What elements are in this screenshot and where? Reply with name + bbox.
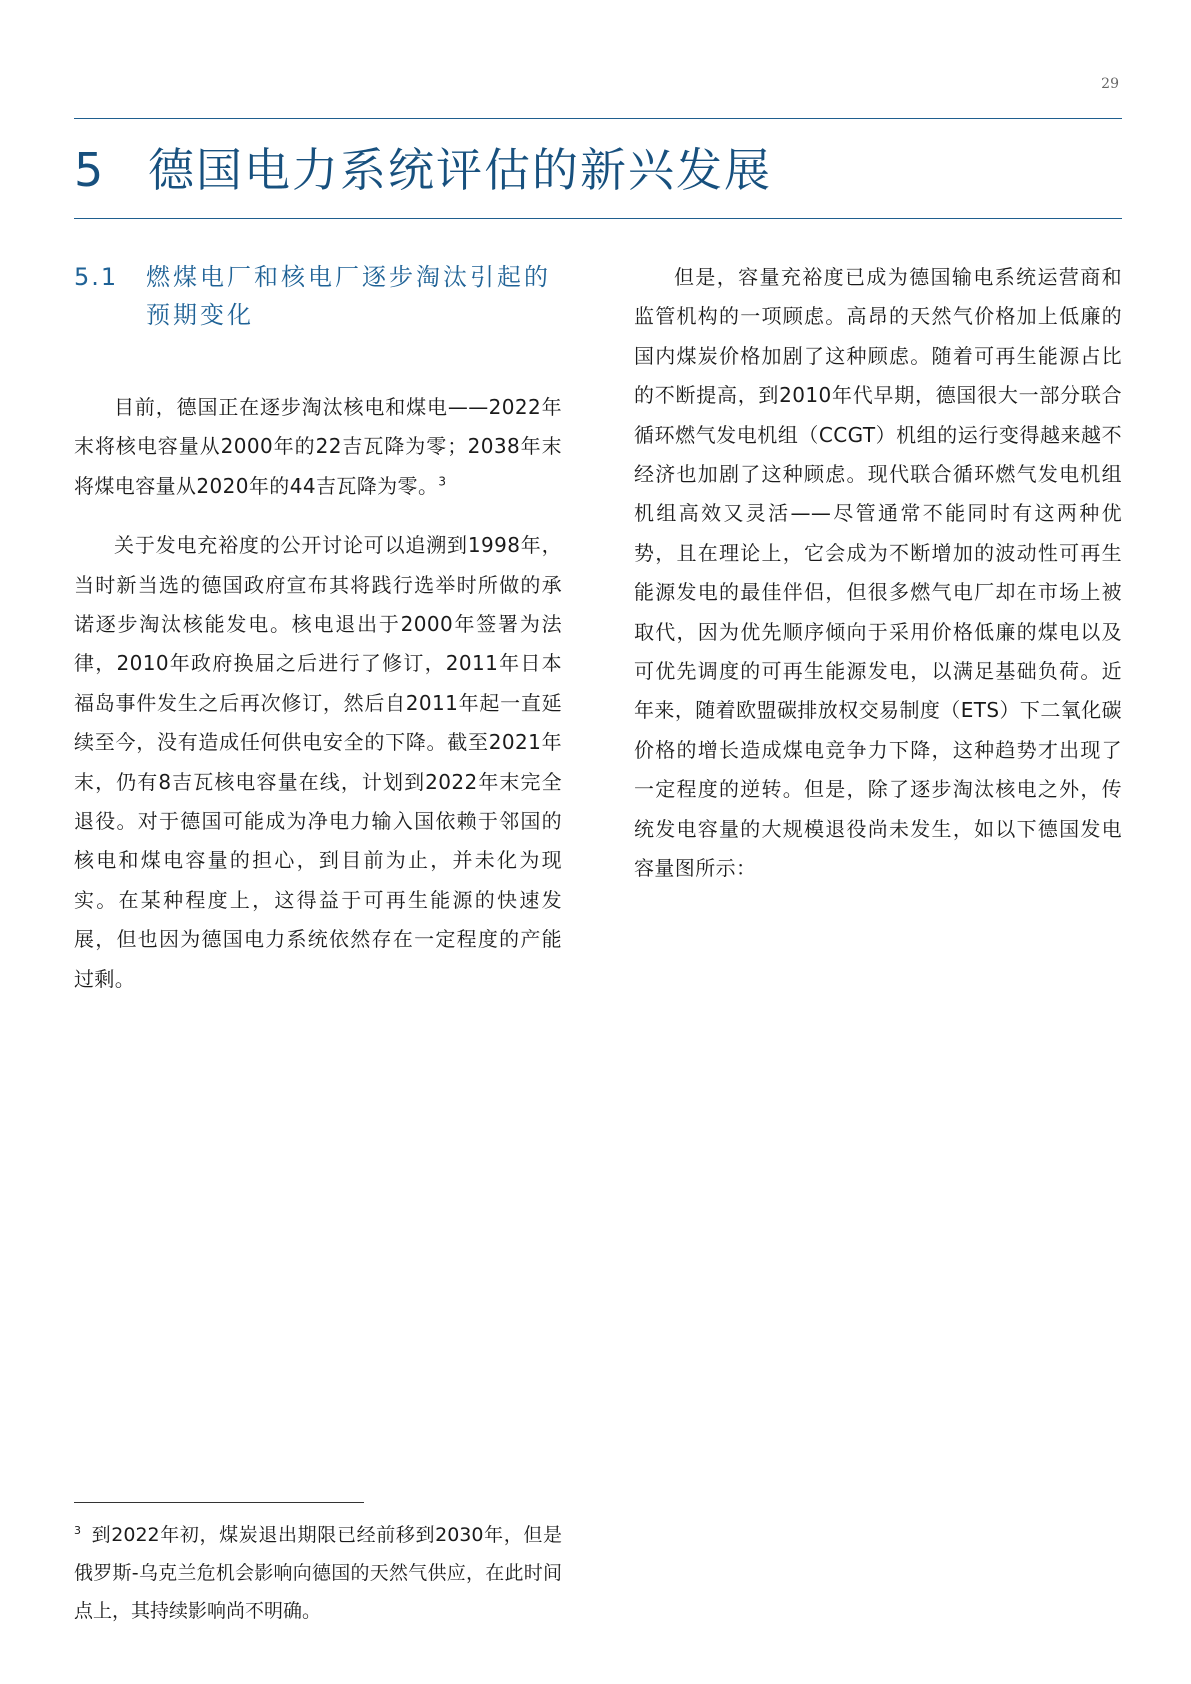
page-number: 29 bbox=[1101, 76, 1119, 92]
section-heading bbox=[74, 258, 562, 334]
section-title: 燃煤电厂和核电厂逐步淘汰引起的预期变化 bbox=[146, 263, 551, 329]
section-number: 5.1 bbox=[74, 263, 119, 291]
footnote-separator bbox=[74, 1502, 364, 1503]
chapter-title-text: 德国电力系统评估的新兴发展 bbox=[148, 143, 772, 197]
footnote-mark: 3 bbox=[74, 1523, 81, 1537]
header-rule bbox=[74, 118, 1122, 119]
footnote-reference[interactable]: 3 bbox=[438, 474, 447, 489]
left-column bbox=[74, 258, 562, 1019]
paragraph-text: 目前，德国正在逐步淘汰核电和煤电——2022年末将核电容量从2000年的22吉瓦降为零；2038年末将煤电容量从2020年的44吉瓦降为零。 bbox=[74, 395, 562, 498]
chapter-title bbox=[74, 138, 772, 202]
paragraph: 但是，容量充裕度已成为德国输电系统运营商和监管机构的一项顾虑。高昂的天然气价格加上低廉的国内煤炭价格加剧了这种顾虑。随着可再生能源占比的不断提高，到2010年代早期，德国很大一部分联合循环燃气发电机组（CCGT）机组的运行变得越来越不经济也加剧了这种顾虑。现代联合循环燃气发电机组机组高效又灵活——尽管通常不能同时有这两种优势，且在理论上，它会成为不断增加的波动性可再生能源发电的最佳伴侣，但很多燃气电厂却在市场上被取代，因为优先顺序倾向于采用价格低廉的煤电以及可优先调度的可再生能源发电，以满足基础负荷。近年来，随着欧盟碳排放权交易制度（ETS）下二氧化碳价格的增长造成煤电竞争力下降，这种趋势才出现了一定程度的逆转。但是，除了逐步淘汰核电之外，传统发电容量的大规模退役尚未发生，如以下德国发电容量图所示： bbox=[634, 265, 1122, 881]
paragraph bbox=[74, 388, 562, 506]
footnote bbox=[74, 1516, 562, 1630]
paragraph: 关于发电充裕度的公开讨论可以追溯到1998年，当时新当选的德国政府宣布其将践行选举时所做的承诺逐步淘汰核能发电。核电退出于2000年签署为法律，2010年政府换届之后进行了修订，2011年日本福岛事件发生之后再次修订，然后自2011年起一直延续至今，没有造成任何供电安全的下降。截至2021年末，仍有8吉瓦核电容量在线，计划到2022年末完全退役。对于德国可能成为净电力输入国依赖于邻国的核电和煤电容量的担心，到目前为止，并未化为现实。在某种程度上，这得益于可再生能源的快速发展，但也因为德国电力系统依然存在一定程度的产能过剩。 bbox=[74, 533, 562, 991]
title-rule bbox=[74, 218, 1122, 219]
footnote-text: 到2022年初，煤炭退出期限已经前移到2030年，但是俄罗斯-乌克兰危机会影响向德国的天然气供应，在此时间点上，其持续影响尚不明确。 bbox=[74, 1524, 562, 1622]
chapter-number: 5 bbox=[74, 143, 106, 197]
right-column bbox=[634, 258, 1122, 909]
